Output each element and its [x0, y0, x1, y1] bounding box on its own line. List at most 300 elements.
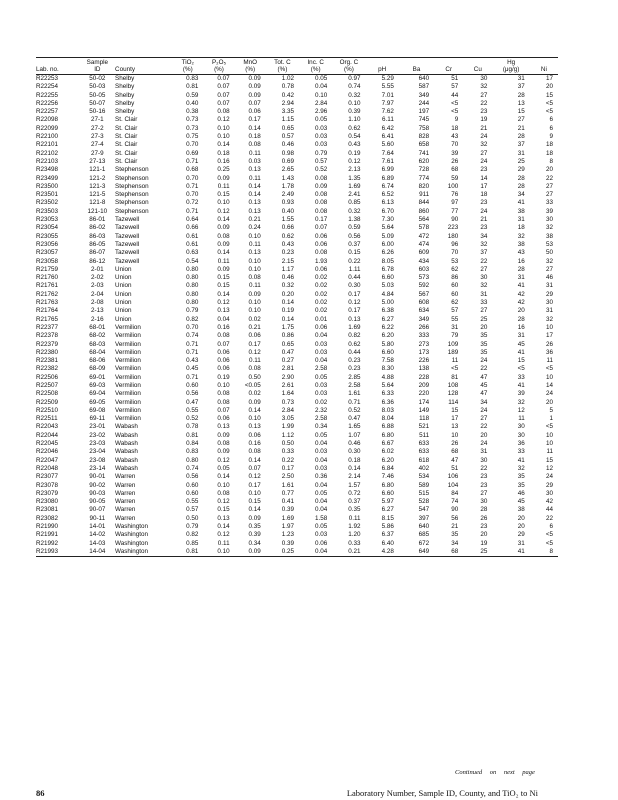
- table-cell: 0.06: [315, 240, 328, 248]
- table-cell: 5: [549, 406, 553, 414]
- column-header-0-line-2: [36, 59, 80, 66]
- table-row: [36, 233, 558, 241]
- table-cell: 1.07: [348, 431, 361, 439]
- table-cell: 32: [480, 282, 488, 290]
- table-cell: 402: [418, 464, 430, 472]
- table-cell: 22: [545, 174, 553, 182]
- table-cell: R23078: [36, 481, 59, 489]
- table-cell: 0.08: [248, 141, 261, 149]
- table-cell: 31: [517, 149, 525, 157]
- table-cell: Washington: [115, 548, 172, 557]
- table-cell: 0.69: [186, 149, 199, 157]
- table-cell: 20: [545, 166, 553, 174]
- table-cell: 0.14: [248, 506, 261, 514]
- table-cell: Vermilion: [115, 340, 141, 348]
- table-cell: 23: [480, 199, 488, 207]
- table-cell: 472: [418, 232, 430, 240]
- table-cell: 0.78: [281, 83, 295, 91]
- table-cell: Vermilion: [115, 390, 141, 398]
- table-cell: 228: [418, 373, 430, 381]
- table-cell: 0.82: [186, 315, 199, 323]
- table-row: [36, 432, 558, 440]
- table-cell: 0.10: [217, 481, 230, 489]
- table-cell: 0.04: [315, 332, 328, 340]
- table-cell: R23080: [36, 498, 59, 506]
- table-cell: 1.97: [281, 523, 295, 531]
- table-cell: 11: [546, 357, 553, 365]
- table-cell: 0.93: [281, 199, 295, 207]
- table-cell: R22100: [36, 133, 59, 141]
- table-cell: 0.42: [281, 91, 295, 99]
- table-cell: 0.08: [248, 448, 261, 456]
- table-cell: 0.14: [217, 216, 230, 224]
- table-cell: 5.55: [381, 83, 394, 91]
- table-cell: 0.81: [186, 83, 199, 91]
- table-cell: 2-08: [91, 299, 104, 307]
- table-cell: 106: [447, 473, 459, 481]
- table-cell: Vermilion: [115, 323, 141, 331]
- table-cell: 209: [418, 381, 430, 389]
- table-cell: 77: [451, 207, 459, 215]
- table-cell: 6.13: [381, 199, 394, 207]
- column-header-10-line-2: [399, 59, 434, 66]
- table-cell: 30: [545, 299, 553, 307]
- table-cell: 741: [418, 149, 430, 157]
- table-cell: 0.06: [248, 431, 261, 439]
- table-row: [36, 349, 558, 357]
- table-cell: 528: [418, 498, 430, 506]
- table-cell: 0.10: [348, 99, 361, 107]
- table-cell: R21992: [36, 539, 59, 547]
- table-cell: 28: [517, 91, 525, 99]
- table-cell: 62: [451, 299, 459, 307]
- table-row: [36, 166, 558, 174]
- table-cell: 18: [451, 124, 459, 132]
- table-cell: 0.10: [217, 199, 230, 207]
- table-cell: 19: [480, 116, 488, 124]
- table-cell: 6: [549, 116, 553, 124]
- table-cell: R21993: [36, 548, 80, 557]
- table-cell: 14-01: [89, 523, 106, 531]
- table-cell: 29: [517, 531, 525, 539]
- table-cell: 17: [545, 332, 553, 340]
- table-cell: 32: [480, 240, 488, 248]
- table-row: [36, 341, 558, 349]
- table-cell: 0.46: [281, 274, 295, 282]
- table-cell: 17: [451, 415, 459, 423]
- table-cell: 0.06: [217, 415, 230, 423]
- table-cell: 0.73: [281, 398, 295, 406]
- table-cell: R22381: [36, 357, 59, 365]
- table-cell: 0.34: [248, 539, 261, 547]
- table-cell: St. Clair: [115, 149, 138, 157]
- table-cell: 81: [451, 373, 459, 381]
- column-header-1-line-3: ID: [80, 66, 115, 75]
- table-cell: 0.70: [186, 174, 199, 182]
- table-cell: 2.65: [281, 166, 295, 174]
- table-cell: 26: [480, 514, 488, 522]
- table-cell: 0.08: [217, 398, 230, 406]
- table-cell: 0.14: [281, 315, 295, 323]
- table-cell: 0.77: [281, 489, 295, 497]
- table-cell: 0.17: [348, 290, 361, 298]
- table-cell: <5: [545, 365, 553, 373]
- table-cell: 0.73: [186, 124, 199, 132]
- table-cell: 20: [480, 323, 488, 331]
- table-cell: 1.43: [281, 174, 295, 182]
- table-cell: 33: [480, 299, 488, 307]
- table-cell: 41: [517, 282, 525, 290]
- table-cell: 0.11: [217, 182, 230, 190]
- table-cell: 0.71: [348, 398, 361, 406]
- table-cell: 10: [545, 440, 553, 448]
- table-cell: 62: [451, 265, 459, 273]
- table-cell: 0.15: [217, 274, 230, 282]
- table-cell: Shelby: [115, 99, 135, 107]
- table-cell: 0.08: [217, 108, 230, 116]
- table-cell: R22098: [36, 116, 59, 124]
- table-cell: Wabash: [115, 456, 138, 464]
- table-cell: 30: [480, 456, 488, 464]
- table-cell: 22: [480, 423, 488, 431]
- table-cell: 17: [480, 182, 488, 190]
- table-cell: 0.80: [186, 456, 199, 464]
- table-cell: Union: [115, 315, 132, 323]
- table-cell: 0.13: [217, 307, 230, 315]
- table-cell: 618: [418, 456, 430, 464]
- table-cell: Union: [115, 274, 132, 282]
- table-cell: 21: [451, 523, 459, 531]
- table-cell: 0.64: [186, 216, 199, 224]
- table-cell: 26: [451, 157, 459, 165]
- table-cell: 2.49: [281, 191, 295, 199]
- table-cell: 86: [451, 274, 459, 282]
- table-cell: 30: [480, 274, 488, 282]
- table-cell: 0.15: [248, 498, 261, 506]
- table-cell: 90: [451, 216, 459, 224]
- table-cell: 0.09: [235, 548, 266, 557]
- table-cell: 35: [480, 332, 488, 340]
- table-cell: 0.11: [248, 174, 261, 182]
- table-cell: 35: [480, 340, 488, 348]
- table-cell: 70: [451, 249, 459, 257]
- table-cell: 9: [549, 133, 553, 141]
- table-cell: R22045: [36, 440, 59, 448]
- table-cell: 0.06: [315, 232, 328, 240]
- table-cell: 640: [418, 75, 430, 82]
- table-cell: 45: [517, 340, 525, 348]
- table-cell: 37: [517, 83, 525, 91]
- table-cell: 1.10: [348, 116, 361, 124]
- table-cell: 36: [517, 440, 525, 448]
- column-header-2-line-3: County: [115, 66, 172, 75]
- table-cell: 6.60: [381, 489, 394, 497]
- table-cell: 0.71: [186, 157, 199, 165]
- table-cell: R22046: [36, 448, 59, 456]
- table-cell: 578: [418, 224, 430, 232]
- table-cell: Warren: [115, 514, 136, 522]
- table-cell: 34: [517, 191, 525, 199]
- table-cell: 149: [418, 406, 430, 414]
- table-row: [36, 224, 558, 232]
- table-cell: 6.80: [381, 481, 394, 489]
- table-cell: R22511: [36, 415, 58, 423]
- table-cell: 0.66: [281, 224, 295, 232]
- table-cell: 0.60: [186, 489, 199, 497]
- table-cell: 0.21: [248, 323, 261, 331]
- table-cell: 7.62: [381, 108, 394, 116]
- table-cell: 0.60: [186, 481, 199, 489]
- table-cell: 0.03: [315, 531, 328, 539]
- table-cell: Vermilion: [115, 381, 141, 389]
- table-cell: 0.81: [172, 548, 203, 557]
- table-cell: 0.09: [248, 290, 261, 298]
- table-cell: 30: [545, 489, 553, 497]
- column-header-6-line-3: (%): [266, 66, 299, 75]
- table-cell: 0.09: [217, 224, 230, 232]
- table-cell: 0.80: [186, 299, 199, 307]
- table-cell: 41: [517, 348, 525, 356]
- table-cell: 0.10: [203, 548, 234, 557]
- table-cell: 0.09: [217, 431, 230, 439]
- table-cell: 0.04: [315, 498, 328, 506]
- table-cell: Wabash: [115, 431, 138, 439]
- table-row: [36, 415, 558, 423]
- table-cell: 0.71: [186, 373, 199, 381]
- table-cell: 0.46: [348, 440, 361, 448]
- table-cell: 11: [546, 448, 553, 456]
- table-cell: Warren: [115, 498, 136, 506]
- table-cell: Wabash: [115, 464, 138, 472]
- table-cell: 0.08: [217, 232, 230, 240]
- table-cell: 173: [418, 348, 430, 356]
- table-row: [36, 407, 558, 415]
- table-cell: 2-02: [91, 274, 104, 282]
- table-body: [36, 75, 558, 557]
- table-cell: 44: [451, 91, 459, 99]
- table-cell: 0.86: [281, 332, 295, 340]
- table-row: [36, 423, 558, 431]
- table-cell: 0.71: [186, 207, 199, 215]
- table-cell: 5.00: [381, 299, 394, 307]
- table-cell: <5: [451, 365, 459, 373]
- table-row: [36, 133, 558, 141]
- table-cell: 32: [545, 257, 553, 265]
- table-cell: 47: [451, 456, 459, 464]
- table-cell: 2.84: [315, 99, 328, 107]
- table-cell: 0.10: [248, 489, 261, 497]
- table-cell: 24: [480, 133, 488, 141]
- table-row: [36, 199, 558, 207]
- table-cell: 0.70: [186, 141, 199, 149]
- table-cell: 0.75: [186, 133, 199, 141]
- table-cell: 0.11: [217, 257, 230, 265]
- table-cell: 0.32: [281, 282, 295, 290]
- table-cell: 0.07: [217, 75, 230, 82]
- table-cell: 37: [480, 249, 488, 257]
- table-cell: 21: [517, 124, 525, 132]
- table-cell: 60: [451, 290, 459, 298]
- table-cell: 0.85: [186, 539, 199, 547]
- table-cell: 12: [545, 464, 553, 472]
- column-header-1-line-2: Sample: [86, 59, 109, 66]
- table-cell: 22: [480, 99, 488, 107]
- table-cell: 5.64: [381, 224, 394, 232]
- table-cell: 30: [517, 431, 525, 439]
- table-cell: 174: [418, 398, 430, 406]
- table-cell: 23-02: [89, 431, 106, 439]
- table-cell: 745: [418, 116, 430, 124]
- table-cell: 1.92: [348, 523, 361, 531]
- table-row: [36, 473, 558, 481]
- table-cell: 86-01: [89, 216, 106, 224]
- table-cell: R22507: [36, 381, 59, 389]
- table-cell: 273: [418, 340, 430, 348]
- table-cell: 27-13: [89, 157, 106, 165]
- table-cell: R22253: [36, 75, 59, 82]
- table-cell: 42: [517, 290, 525, 298]
- table-cell: 0.14: [248, 191, 261, 199]
- table-cell: 774: [418, 174, 430, 182]
- table-cell: 0.02: [315, 398, 328, 406]
- table-cell: 74: [451, 498, 459, 506]
- table-cell: 6.11: [382, 116, 394, 124]
- table-cell: 76: [451, 191, 459, 199]
- table-cell: R23057: [36, 249, 59, 257]
- table-cell: 0.22: [348, 257, 361, 265]
- table-cell: 5.03: [381, 282, 394, 290]
- table-cell: 28: [517, 174, 525, 182]
- table-cell: 7.46: [381, 473, 394, 481]
- table-row: [36, 291, 558, 299]
- table-cell: 25: [480, 315, 488, 323]
- table-cell: 35: [451, 531, 459, 539]
- table-cell: R23498: [36, 166, 59, 174]
- table-cell: 20: [480, 431, 488, 439]
- table-cell: 2.81: [281, 365, 295, 373]
- table-cell: 0.23: [348, 357, 361, 365]
- table-cell: 0.08: [315, 249, 328, 257]
- table-cell: 38: [517, 240, 525, 248]
- table-cell: 27: [517, 116, 525, 124]
- continued-note: Continued on next page: [455, 769, 535, 776]
- table-cell: R22101: [36, 141, 59, 149]
- table-cell: Vermilion: [115, 357, 141, 365]
- table-row: [36, 282, 558, 290]
- table-cell: 0.05: [315, 523, 328, 531]
- table-cell: R22506: [36, 373, 59, 381]
- table-cell: 0.17: [315, 216, 328, 224]
- table-cell: R22043: [36, 423, 59, 431]
- table-cell: 20: [480, 531, 488, 539]
- table-cell: 0.03: [315, 390, 328, 398]
- table-row: [36, 457, 558, 465]
- table-cell: Stephenson: [115, 191, 149, 199]
- table-cell: R22103: [36, 157, 59, 165]
- table-cell: Stephenson: [115, 182, 149, 190]
- table-cell: 70: [451, 141, 459, 149]
- table-cell: 21: [480, 124, 488, 132]
- table-cell: 5.86: [381, 523, 394, 531]
- table-cell: 0.13: [217, 514, 230, 522]
- table-cell: 8.03: [381, 406, 394, 414]
- table-cell: 0.40: [186, 99, 199, 107]
- running-title: Laboratory Number, Sample ID, County, and TiO₂ to Ni: [346, 788, 538, 798]
- table-cell: 728: [418, 166, 430, 174]
- table-cell: 6.36: [381, 398, 394, 406]
- table-cell: 0.98: [281, 149, 295, 157]
- table-cell: 2.94: [281, 99, 295, 107]
- table-cell: Stephenson: [115, 174, 149, 182]
- table-cell: R23502: [36, 199, 59, 207]
- table-cell: 41: [517, 456, 525, 464]
- table-cell: 6.60: [381, 274, 394, 282]
- table-cell: 18: [545, 149, 553, 157]
- table-cell: 31: [517, 332, 525, 340]
- table-cell: 547: [418, 506, 430, 514]
- table-row: [36, 92, 558, 100]
- table-cell: Washington: [115, 523, 149, 531]
- table-cell: 0.68: [186, 166, 199, 174]
- table-cell: 0.23: [348, 365, 361, 373]
- data-table: [36, 57, 558, 557]
- table-cell: 0.09: [315, 182, 328, 190]
- column-header-12-line-2: [463, 59, 492, 66]
- table-cell: 1.38: [348, 216, 361, 224]
- table-cell: 0.17: [248, 116, 261, 124]
- table-cell: 0.65: [281, 124, 295, 132]
- table-cell: 11: [451, 357, 459, 365]
- table-cell: Vermilion: [115, 348, 141, 356]
- table-cell: 0.47: [281, 348, 295, 356]
- table-cell: 59: [451, 174, 459, 182]
- table-cell: 6.99: [381, 166, 394, 174]
- table-cell: 0.62: [348, 340, 361, 348]
- table-cell: 32: [517, 398, 525, 406]
- table-cell: 33: [517, 448, 525, 456]
- table-row: [36, 307, 558, 315]
- table-cell: 0.02: [248, 390, 261, 398]
- table-cell: 860: [418, 207, 430, 215]
- table-cell: 589: [418, 481, 430, 489]
- table-cell: 0.43: [348, 141, 361, 149]
- table-cell: 0.16: [217, 323, 230, 331]
- table-cell: 6.41: [381, 133, 394, 141]
- table-cell: 0.09: [217, 448, 230, 456]
- table-cell: 30: [480, 498, 488, 506]
- table-cell: 51: [451, 464, 459, 472]
- table-cell: 41: [517, 199, 525, 207]
- table-cell: 1.11: [348, 265, 361, 273]
- table-cell: R22380: [36, 348, 59, 356]
- table-cell: R21765: [36, 315, 59, 323]
- table-cell: 0.12: [248, 473, 261, 481]
- table-cell: 0.15: [217, 191, 230, 199]
- table-cell: 1.55: [281, 216, 295, 224]
- table-cell: 19: [480, 539, 488, 547]
- table-cell: 30: [480, 75, 488, 82]
- table-row: [36, 75, 558, 84]
- table-cell: 0.25: [266, 548, 299, 557]
- table-cell: 0.08: [217, 440, 230, 448]
- table-cell: 138: [418, 365, 430, 373]
- table-cell: 7.30: [381, 216, 394, 224]
- table-cell: 0.04: [315, 440, 328, 448]
- table-cell: 0.02: [315, 299, 328, 307]
- table-cell: 15: [545, 456, 553, 464]
- table-cell: 10: [451, 431, 459, 439]
- table-cell: 0.71: [186, 182, 199, 190]
